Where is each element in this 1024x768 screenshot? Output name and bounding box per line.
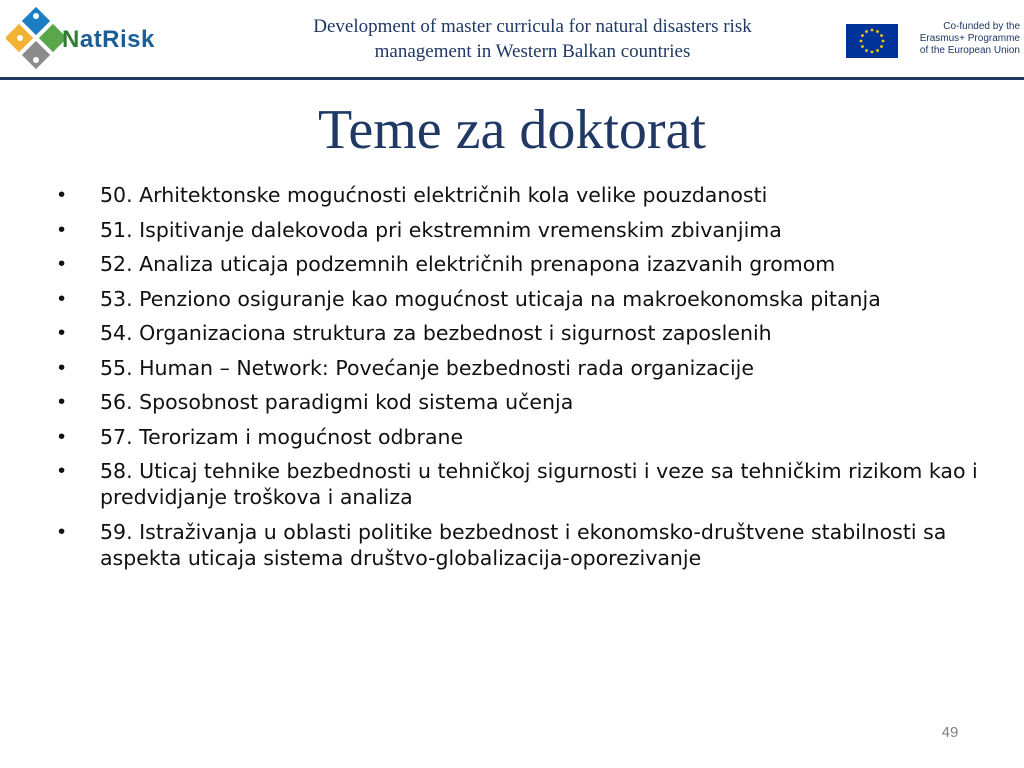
eu-star-icon xyxy=(880,34,883,37)
eu-text-line2: Erasmus+ Programme xyxy=(919,33,1020,44)
eu-star-icon xyxy=(865,30,868,33)
bullet-icon: • xyxy=(58,424,66,448)
list-item-text: 59. Istraživanja u oblasti politike bezbednost i ekonomsko-društvene stabilnosti sa aspekta uticaja sistema društvo-globalizacija-oporezivanje xyxy=(100,519,947,570)
list-item-text: 52. Analiza uticaja podzemnih električnih prenapona izazvanih gromom xyxy=(100,252,836,276)
eu-star-icon xyxy=(880,45,883,48)
eu-flag-icon xyxy=(846,24,898,58)
eu-text-line1: Co-funded by the xyxy=(943,21,1020,32)
slide-title: Teme za doktorat xyxy=(318,99,706,161)
natrisk-emblem-icon xyxy=(6,4,66,72)
bullet-icon: • xyxy=(58,321,66,344)
list-item-text: 57. Terorizam i mogućnost odbrane xyxy=(100,424,464,449)
eu-star-icon xyxy=(876,30,879,33)
list-item xyxy=(58,389,978,415)
erasmus-cofunded-text xyxy=(902,21,1020,57)
natrisk-logo xyxy=(6,4,166,72)
header-divider xyxy=(0,77,1024,80)
bullet-icon: • xyxy=(58,286,66,310)
natrisk-wordmark xyxy=(62,26,155,54)
logo-word-rest: atRisk xyxy=(79,26,155,53)
bullet-icon: • xyxy=(58,252,66,275)
bullet-icon: • xyxy=(58,183,66,206)
project-title-line2: management in Western Balkan countries xyxy=(374,41,691,62)
list-item-text: 50. Arhitektonske mogućnosti električnih kola velike pouzdanosti xyxy=(100,183,768,207)
list-item-text: 55. Human – Network: Povećanje bezbednosti rada organizacije xyxy=(100,355,754,380)
list-item xyxy=(58,182,978,208)
project-title-line1: Development of master curricula for natural disasters risk xyxy=(313,16,752,37)
bullet-icon: • xyxy=(58,390,66,413)
eu-star-icon xyxy=(860,40,863,43)
eu-star-icon xyxy=(871,51,874,54)
eu-star-icon xyxy=(876,49,879,52)
bullet-icon: • xyxy=(58,519,66,543)
topic-list xyxy=(58,182,978,579)
bullet-icon: • xyxy=(58,355,66,379)
bullet-icon: • xyxy=(58,217,66,241)
eu-star-icon xyxy=(865,49,868,52)
page-number: 49 xyxy=(941,724,959,741)
list-item xyxy=(58,320,978,346)
list-item xyxy=(58,458,978,510)
eu-star-icon xyxy=(861,45,864,48)
list-item xyxy=(58,217,978,243)
eu-text-line3: of the European Union xyxy=(919,45,1020,56)
list-item-text: 56. Sposobnost paradigmi kod sistema učenja xyxy=(100,390,574,414)
logo-letter-n: N xyxy=(62,26,80,53)
list-item xyxy=(58,286,978,312)
eu-star-icon xyxy=(882,40,885,43)
list-item-text: 54. Organizaciona struktura za bezbednost i sigurnost zaposlenih xyxy=(100,321,772,345)
list-item-text: 53. Penziono osiguranje kao mogućnost uticaja na makroekonomska pitanja xyxy=(100,286,881,311)
list-item-text: 58. Uticaj tehnike bezbednosti u tehničkoj sigurnosti i veze sa tehničkim rizikom kao i predvidjanje troškova i analiza xyxy=(100,459,978,509)
list-item xyxy=(58,519,978,571)
list-item xyxy=(58,251,978,277)
list-item xyxy=(58,424,978,450)
eu-star-icon xyxy=(861,34,864,37)
project-title xyxy=(250,14,815,64)
slide-header xyxy=(0,0,1024,80)
eu-star-icon xyxy=(871,29,874,32)
bullet-icon: • xyxy=(58,459,66,482)
list-item-text: 51. Ispitivanje dalekovoda pri ekstremnim vremenskim zbivanjima xyxy=(100,217,782,242)
list-item xyxy=(58,355,978,381)
